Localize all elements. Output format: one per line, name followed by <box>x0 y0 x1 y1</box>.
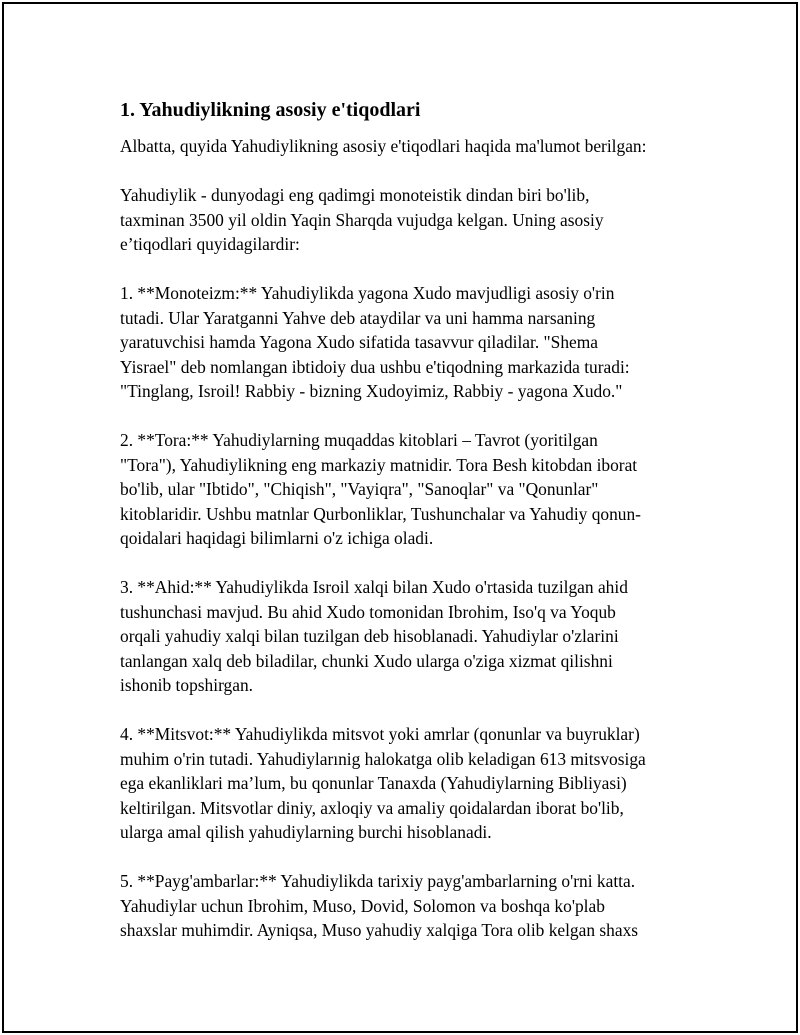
text-line: orqali yahudiy xalqi bilan tuzilgan deb hisoblanadi. Yahudiylar o'zlarini <box>120 626 619 646</box>
item-paygambarlar <box>120 869 700 943</box>
text-line: tushunchasi mavjud. Bu ahid Xudo tomonidan Ibrohim, Iso'q va Yoqub <box>120 601 616 622</box>
text-line: muhim o'rin tutadi. Yahudiylarınig halokatga olib keladigan 613 mitsvosiga <box>120 748 646 769</box>
text-line: 3. **Ahid:** Yahudiylikda Isroil xalqi bilan Xudo o'rtasida tuzilgan ahid <box>120 577 628 597</box>
text-line: ishonib topshirgan. <box>120 675 254 695</box>
text-line: tanlangan xalq deb biladilar, chunki Xudo ularga o'ziga xizmat qilishni <box>120 650 613 671</box>
text-line: Albatta, quyida Yahudiylikning asosiy e'tiqodlari haqida ma'lumot berilgan: <box>120 136 647 156</box>
text-line: 2. **Tora:** Yahudiylarning muqaddas kitoblari – Tavrot (yoritilgan <box>120 430 598 450</box>
text-line: kitoblaridir. Ushbu matnlar Qurbonliklar, Tushunchalar va Yahudiy qonun- <box>120 503 641 524</box>
text-line: ularga amal qilish yahudiylarning burchi hisoblanadi. <box>120 822 492 842</box>
text-line: tutadi. Ular Yaratganni Yahve deb ataydilar va uni hamma narsaning <box>120 307 596 328</box>
text-line: bo'lib, ular "Ibtido", "Chiqish", "Vayiqra", "Sanoqlar" va "Qonunlar" <box>120 479 599 499</box>
intro-paragraph <box>120 134 700 159</box>
overview-paragraph <box>120 183 700 257</box>
text-line: 5. **Payg'ambarlar:** Yahudiylikda tarixiy payg'ambarlarning o'rni katta. <box>120 871 636 891</box>
text-line: yaratuvchisi hamda Yagona Xudo sifatida tasavvur qiladilar. "Shema <box>120 332 598 352</box>
text-line: Yisrael" deb nomlangan ibtidoiy dua ushbu e'tiqodning markazida turadi: <box>120 356 630 377</box>
item-ahid <box>120 575 700 698</box>
item-mitsvot <box>120 722 700 845</box>
text-line: Yahudiylik - dunyodagi eng qadimgi monoteistik dindan biri bo'lib, <box>120 185 590 205</box>
text-line: taxminan 3500 yil oldin Yaqin Sharqda vujudga kelgan. Uning asosiy <box>120 209 604 230</box>
section-heading: 1. Yahudiylikning asosiy e'tiqodlari <box>120 99 421 121</box>
document-body <box>120 98 700 967</box>
text-line: "Tora"), Yahudiylikning eng markaziy matnidir. Tora Besh kitobdan iborat <box>120 454 638 475</box>
text-line: 4. **Mitsvot:** Yahudiylikda mitsvot yoki amrlar (qonunlar va buyruklar) <box>120 724 640 744</box>
text-line: "Tinglang, Isroil! Rabbiy - bizning Xudoyimiz, Rabbiy - yagona Xudo." <box>120 381 623 401</box>
text-line: ega ekanliklari ma’lum, bu qonunlar Tanaxda (Yahudiylarning Bibliyasi) <box>120 773 627 793</box>
text-line: e’tiqodlari quyidagilardir: <box>120 234 300 254</box>
text-line: 1. **Monoteizm:** Yahudiylikda yagona Xudo mavjudligi asosiy o'rin <box>120 283 615 303</box>
text-line: keltirilgan. Mitsvotlar diniy, axloqiy va amaliy qoidalardan iborat bo'lib, <box>120 797 624 818</box>
item-monoteizm <box>120 281 700 404</box>
item-tora <box>120 428 700 551</box>
text-line: qoidalari haqidagi bilimlarni o'z ichiga oladi. <box>120 528 434 548</box>
text-line: shaxslar muhimdir. Ayniqsa, Muso yahudiy xalqiga Tora olib kelgan shaxs <box>120 920 639 940</box>
text-line: Yahudiylar uchun Ibrohim, Muso, Dovid, Solomon va boshqa ko'plab <box>120 895 605 916</box>
page-frame <box>2 2 798 1033</box>
